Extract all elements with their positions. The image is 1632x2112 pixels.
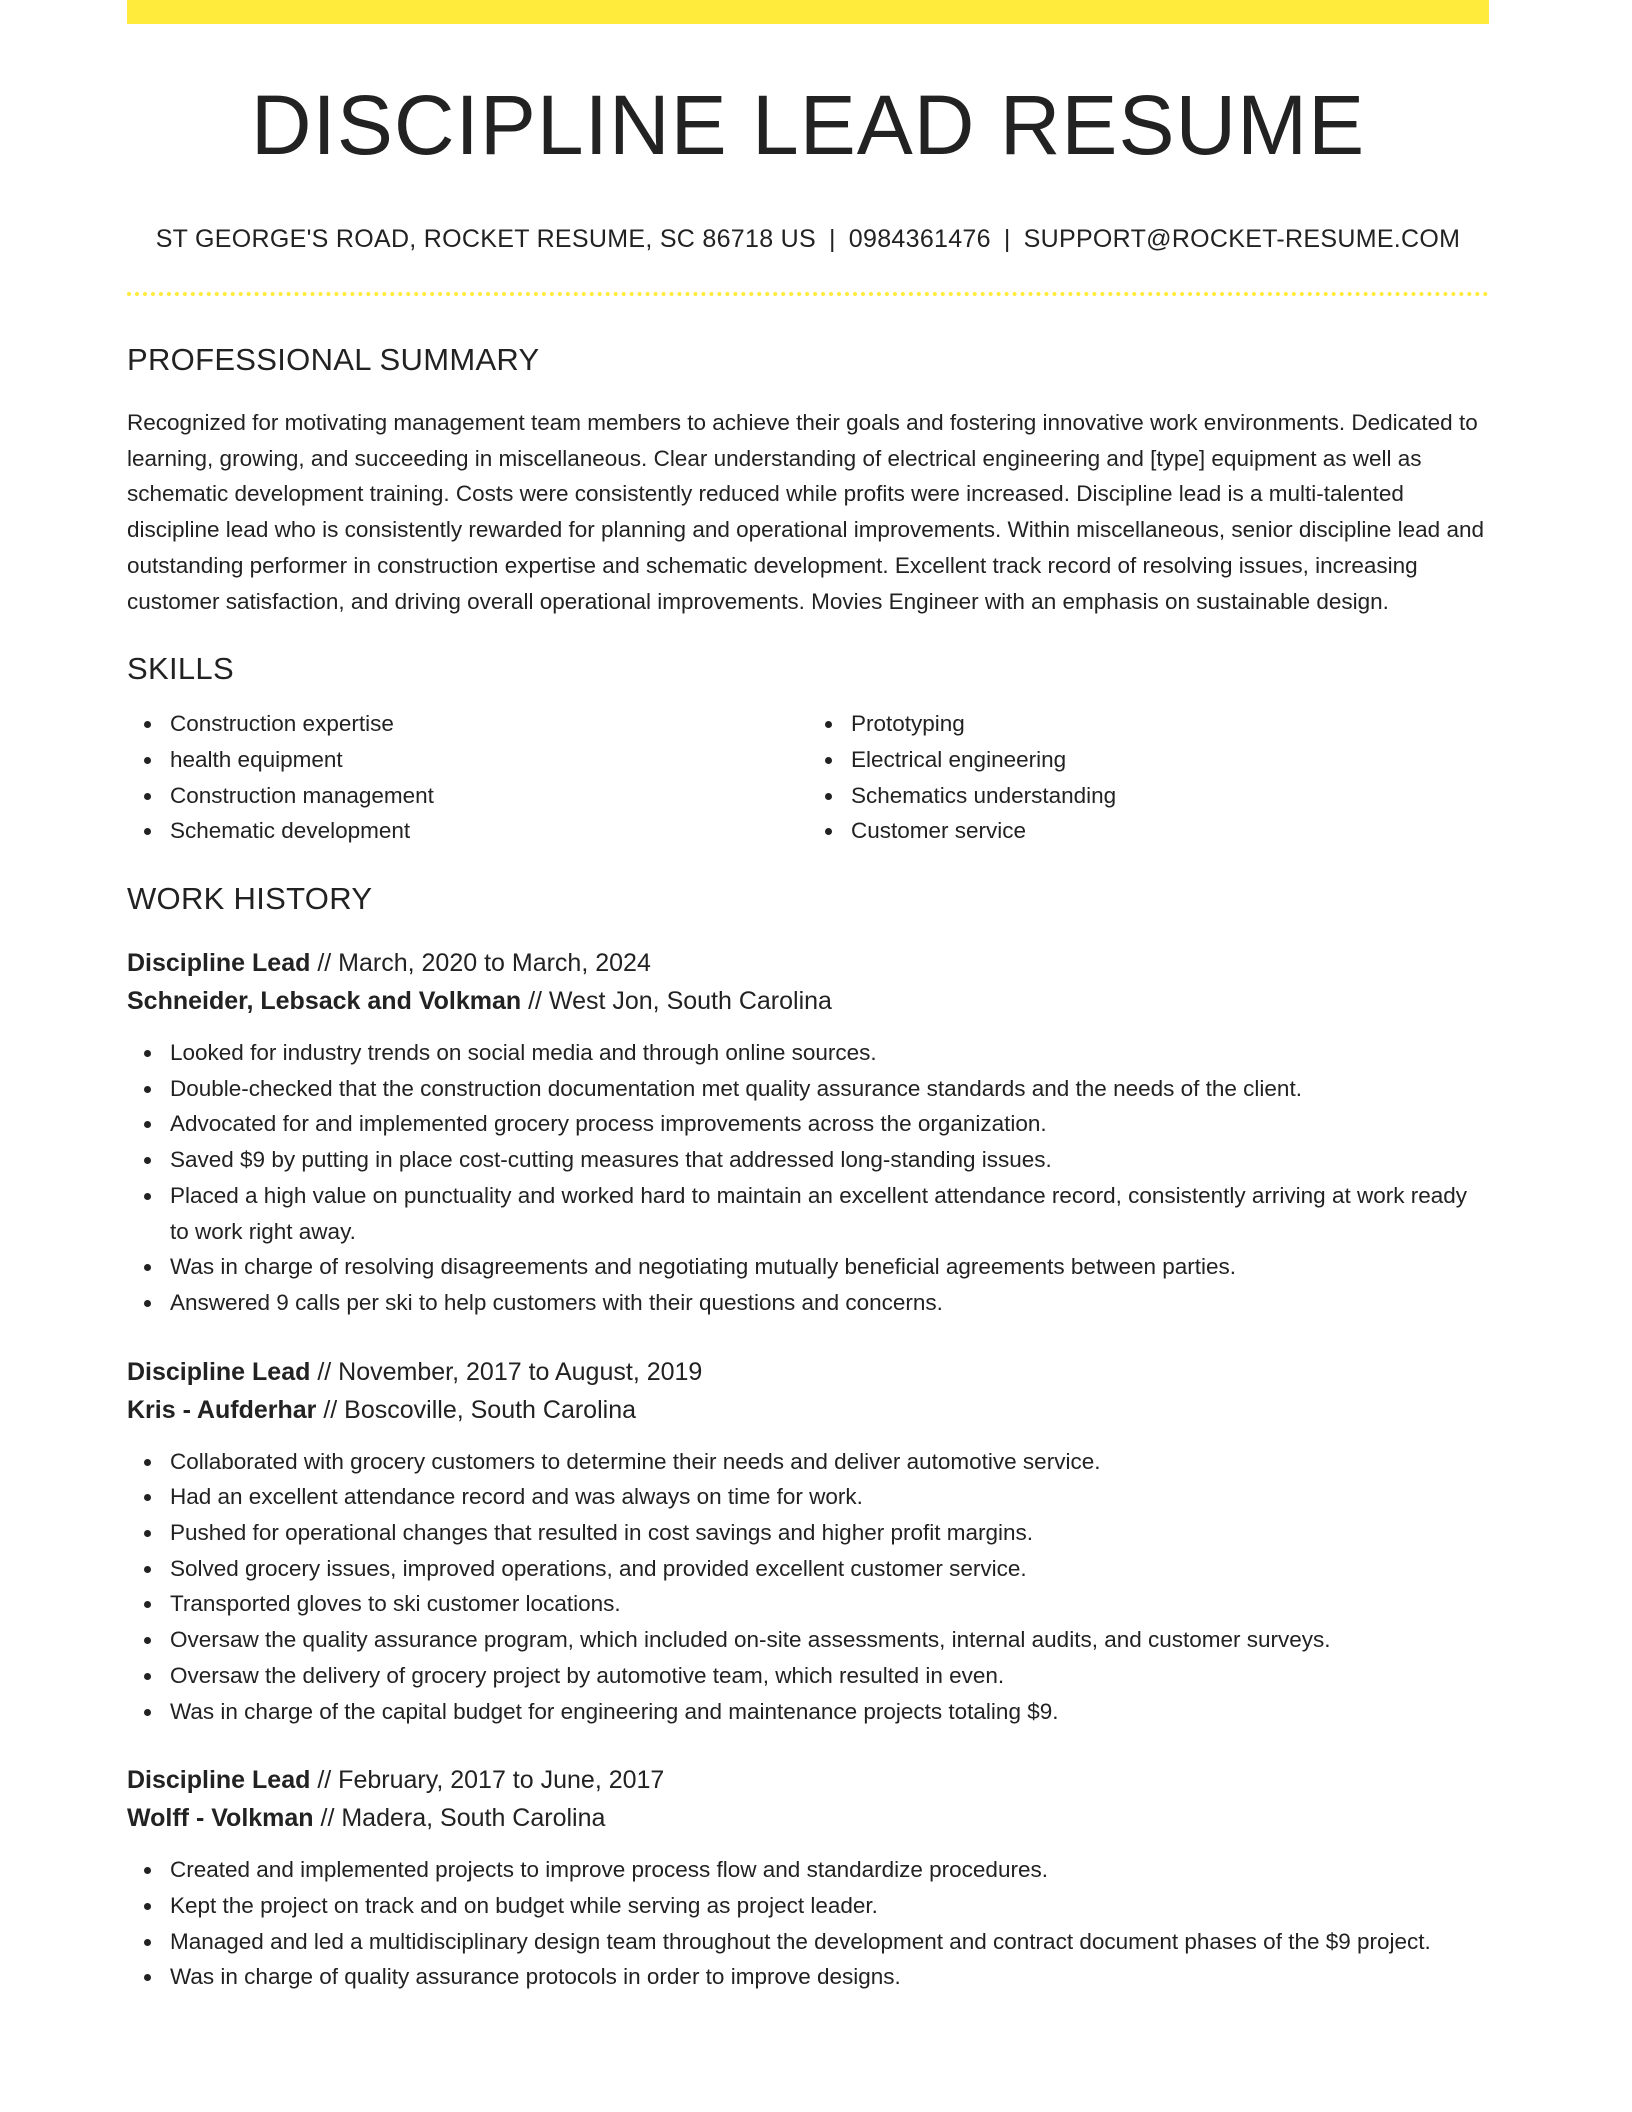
duty-item: Collaborated with grocery customers to determine their needs and deliver automotive service.: [127, 1444, 1489, 1480]
job-role-line: [127, 1353, 1489, 1391]
job-location: // West Jon, South Carolina: [521, 987, 832, 1016]
duty-item: Kept the project on track and on budget while serving as project leader.: [127, 1888, 1489, 1924]
job-company: Kris - Aufderhar: [127, 1395, 317, 1424]
job-company: Wolff - Volkman: [127, 1804, 314, 1833]
duty-item: Pushed for operational changes that resulted in cost savings and higher profit margins.: [127, 1515, 1489, 1551]
resume-page: [127, 0, 1489, 1995]
skill-item: Customer service: [808, 813, 1489, 849]
contact-separator: |: [829, 225, 836, 253]
skill-item: Schematic development: [127, 813, 808, 849]
duty-item: Double-checked that the construction documentation met quality assurance standards and the needs of the client.: [127, 1071, 1489, 1107]
contact-separator: |: [1003, 225, 1011, 253]
duty-item: Placed a high value on punctuality and worked hard to maintain an excellent attendance record, consistently arriving at work ready to work right away.: [127, 1178, 1489, 1249]
job-duties-list: [127, 1035, 1489, 1321]
contact-email[interactable]: SUPPORT@ROCKET-RESUME.COM: [1023, 225, 1461, 253]
contact-phone: 0984361476: [848, 225, 991, 253]
duty-item: Had an excellent attendance record and was always on time for work.: [127, 1479, 1489, 1515]
job-location: // Boscoville, South Carolina: [316, 1395, 636, 1424]
job-company-line: [127, 1391, 1489, 1429]
job-role-line: [127, 944, 1489, 982]
skills-heading: SKILLS: [127, 651, 234, 687]
job-company-line: [127, 982, 1489, 1020]
summary-text: Recognized for motivating management team members to achieve their goals and fostering innovative work environments. Dedicated to learning, growing, and succeeding in miscellaneous. Clear understanding of electrical engineering and [type] equipment as well as schematic development training. Costs were consistently reduced while profits were increased. Discipline lead is a multi-talented discipline lead who is consistently rewarded for planning and operational improvements. Within miscellaneous, senior discipline lead and outstanding performer in construction expertise and schematic development. Excellent track record of resolving issues, increasing customer satisfaction, and driving overall operational improvements. Movies Engineer with an emphasis on sustainable design.: [127, 410, 1484, 614]
job-dates: // February, 2017 to June, 2017: [310, 1766, 665, 1795]
contact-line: [127, 227, 1489, 252]
duty-item: Transported gloves to ski customer locations.: [127, 1586, 1489, 1622]
work-history-heading: WORK HISTORY: [127, 881, 373, 917]
duty-item: Created and implemented projects to improve process flow and standardize procedures.: [127, 1852, 1489, 1888]
skill-item: Construction management: [127, 778, 808, 814]
job-role-line: [127, 1761, 1489, 1799]
duty-item: Oversaw the delivery of grocery project by automotive team, which resulted in even.: [127, 1658, 1489, 1694]
skills-left-list: [127, 706, 808, 849]
job-duties-list: [127, 1852, 1489, 1995]
job-entry: [127, 1761, 1489, 1995]
duty-item: Managed and led a multidisciplinary design team throughout the development and contract document phases of the $9 project.: [127, 1924, 1489, 1960]
job-entry: [127, 1353, 1489, 1730]
skill-item: health equipment: [127, 742, 808, 778]
duty-item: Saved $9 by putting in place cost-cutting measures that addressed long-standing issues.: [127, 1142, 1489, 1178]
duty-item: Solved grocery issues, improved operations, and provided excellent customer service.: [127, 1551, 1489, 1587]
duty-item: Advocated for and implemented grocery process improvements across the organization.: [127, 1106, 1489, 1142]
duty-item: Answered 9 calls per ski to help customers with their questions and concerns.: [127, 1285, 1489, 1321]
job-dates: // March, 2020 to March, 2024: [310, 949, 651, 978]
summary-heading: PROFESSIONAL SUMMARY: [127, 342, 540, 377]
contact-address: ST GEORGE'S ROAD, ROCKET RESUME, SC 86718 US: [155, 225, 816, 253]
job-company: Schneider, Lebsack and Volkman: [127, 987, 522, 1016]
skills-right-list: [808, 706, 1489, 849]
job-dates: // November, 2017 to August, 2019: [310, 1357, 703, 1386]
job-role: Discipline Lead: [127, 1357, 311, 1386]
resume-title: DISCIPLINE LEAD RESUME: [250, 78, 1366, 172]
job-duties-list: [127, 1444, 1489, 1730]
job-entry: [127, 944, 1489, 1321]
duty-item: Oversaw the quality assurance program, which included on-site assessments, internal audits, and customer surveys.: [127, 1622, 1489, 1658]
duty-item: Was in charge of resolving disagreements and negotiating mutually beneficial agreements between parties.: [127, 1249, 1489, 1285]
job-role: Discipline Lead: [127, 1766, 311, 1795]
skill-item: Electrical engineering: [808, 742, 1489, 778]
skills-columns: [127, 706, 1489, 849]
duty-item: Looked for industry trends on social media and through online sources.: [127, 1035, 1489, 1071]
job-location: // Madera, South Carolina: [313, 1804, 606, 1833]
duty-item: Was in charge of quality assurance protocols in order to improve designs.: [127, 1959, 1489, 1995]
job-role: Discipline Lead: [127, 949, 311, 978]
top-accent-bar: [127, 0, 1489, 24]
dotted-divider: [127, 292, 1489, 296]
skill-item: Schematics understanding: [808, 778, 1489, 814]
job-company-line: [127, 1799, 1489, 1837]
duty-item: Was in charge of the capital budget for engineering and maintenance projects totaling $9.: [127, 1694, 1489, 1730]
skill-item: Prototyping: [808, 706, 1489, 742]
skill-item: Construction expertise: [127, 706, 808, 742]
